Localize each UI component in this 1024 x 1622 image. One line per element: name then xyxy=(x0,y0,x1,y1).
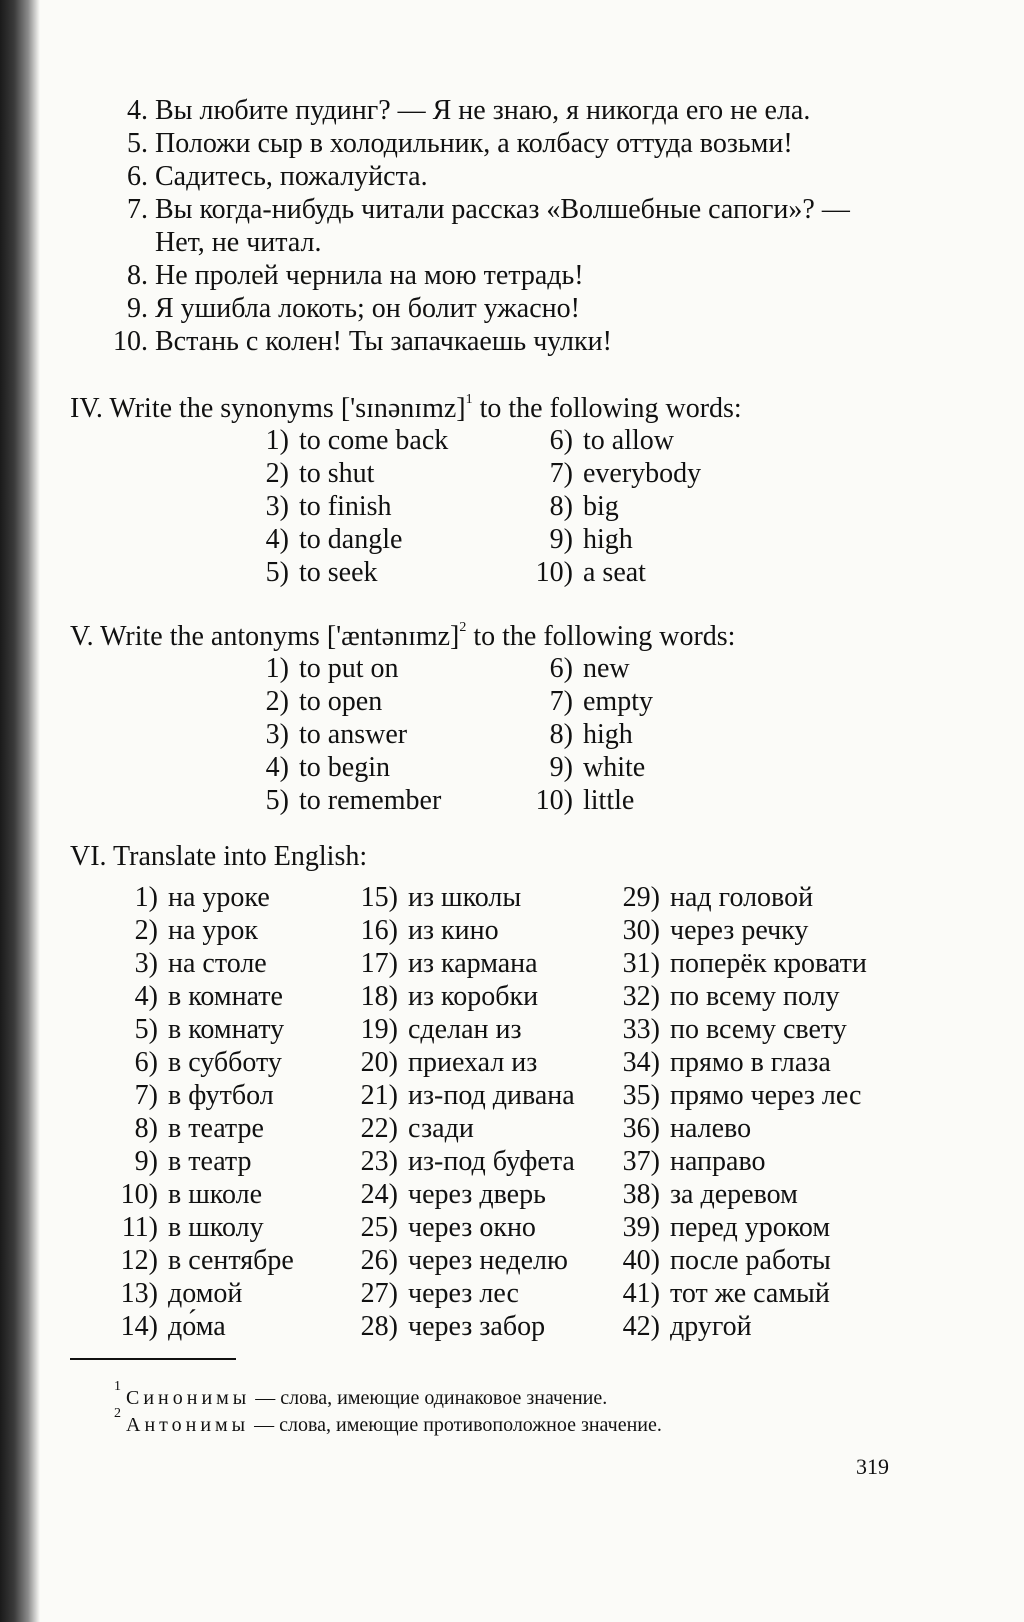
item-number: 8. xyxy=(127,260,148,291)
list-item: 38) за деревом xyxy=(622,1179,798,1210)
item-text: Вы любите пудинг? — Я не знаю, я никогда его не ела. xyxy=(155,95,811,126)
list-item: 16) из кино xyxy=(360,915,499,946)
list-item: 21) из-под дивана xyxy=(360,1080,575,1111)
list-item: 8) в театре xyxy=(134,1113,264,1144)
list-item: 8) high xyxy=(549,719,633,750)
footnote-divider xyxy=(70,1358,236,1360)
item-text: Вы когда-нибудь читали рассказ «Волшебные сапоги»? — xyxy=(155,194,850,225)
list-item: 2) to open xyxy=(265,686,383,717)
list-item: 3) to finish xyxy=(265,491,392,522)
list-item: 4) в комнате xyxy=(134,981,283,1012)
section-5-heading xyxy=(70,611,735,653)
list-item: 42) другой xyxy=(622,1311,752,1342)
list-item: 5) в комнату xyxy=(134,1014,285,1045)
translate-col-1 xyxy=(116,881,294,1343)
footnote-text: — слова, имеющие одинаковое значение. xyxy=(250,1387,608,1409)
antonyms-col-1 xyxy=(255,652,441,817)
translate-col-2 xyxy=(352,881,575,1343)
page-number: 319 xyxy=(856,1454,889,1479)
item-number: 5. xyxy=(127,128,148,159)
list-item: 13) домой xyxy=(120,1278,243,1309)
list-item: 9) в театр xyxy=(134,1146,252,1177)
list-item: 34) прямо в глаза xyxy=(622,1047,831,1078)
list-item: 35) прямо через лес xyxy=(622,1080,862,1111)
list-item: 4) to begin xyxy=(265,752,390,783)
item-number: 10. xyxy=(113,326,148,357)
list-item: 32) по всему полу xyxy=(622,981,840,1012)
ex3-item-7-continued xyxy=(114,226,321,259)
heading-text: V. Write the antonyms ['æntənɪmz] xyxy=(70,621,460,652)
list-item: 37) направо xyxy=(622,1146,766,1177)
list-item: 9) white xyxy=(549,752,646,783)
list-item: 33) по всему свету xyxy=(622,1014,847,1045)
list-item: 2) на урок xyxy=(134,915,259,946)
synonyms-col-1 xyxy=(255,424,448,589)
list-item: 1) на уроке xyxy=(134,882,270,913)
footnote-ref-1: 1 xyxy=(465,392,473,407)
list-item: 7) в футбол xyxy=(134,1080,274,1111)
list-item: 10) little xyxy=(535,785,635,816)
list-item: 17) из кармана xyxy=(360,948,538,979)
section-4-heading xyxy=(70,383,742,425)
ex3-item-10 xyxy=(104,325,612,358)
list-item: 20) приехал из xyxy=(360,1047,538,1078)
section-6-heading: VI. Translate into English: xyxy=(70,841,368,872)
item-text: Садитесь, пожалуйста. xyxy=(155,161,428,192)
list-item: 9) high xyxy=(549,524,633,555)
item-text: Нет, не читал. xyxy=(155,227,322,258)
footnote-term: Синонимы xyxy=(126,1387,251,1409)
list-item: 6) to allow xyxy=(549,425,674,456)
list-item: 31) поперёк кровати xyxy=(622,948,867,979)
list-item: 8) big xyxy=(549,491,619,522)
list-item: 25) через окно xyxy=(360,1212,536,1243)
list-item: 28) через забор xyxy=(360,1311,546,1342)
list-item: 2) to shut xyxy=(265,458,375,489)
item-text: Я ушибла локоть; он болит ужасно! xyxy=(155,293,580,324)
list-item: 12) в сентябре xyxy=(120,1245,294,1276)
list-item: 6) в субботу xyxy=(134,1047,282,1078)
list-item: 26) через неделю xyxy=(360,1245,568,1276)
list-item: 3) на столе xyxy=(134,948,267,979)
footnote-ref-2: 2 xyxy=(459,620,467,635)
footnote-mark: 1 xyxy=(114,1379,121,1394)
list-item: 27) через лес xyxy=(360,1278,519,1309)
item-text: Не пролей чернила на мою тетрадь! xyxy=(155,260,584,291)
footnote-2 xyxy=(114,1401,662,1438)
list-item: 39) перед уроком xyxy=(622,1212,831,1243)
item-text: Встань с колен! Ты запачкаешь чулки! xyxy=(155,326,612,357)
list-item: 11) в школу xyxy=(121,1212,264,1243)
item-number: 4. xyxy=(127,95,148,126)
item-number: 7. xyxy=(127,194,148,225)
list-item: 22) сзади xyxy=(360,1113,474,1144)
list-item: 7) empty xyxy=(549,686,653,717)
ex3-item-9 xyxy=(114,292,580,325)
list-item: 14) до́ма xyxy=(120,1311,226,1342)
item-number: 6. xyxy=(127,161,148,192)
list-item: 5) to remember xyxy=(265,785,442,816)
list-item: 23) из-под буфета xyxy=(360,1146,575,1177)
list-item: 36) налево xyxy=(622,1113,752,1144)
list-item: 29) над головой xyxy=(622,882,814,913)
synonyms-col-2 xyxy=(525,424,701,589)
list-item: 10) в школе xyxy=(120,1179,262,1210)
item-text: Положи сыр в холодильник, а колбасу оттуда возьми! xyxy=(155,128,793,159)
book-spine-shadow xyxy=(0,0,40,1622)
list-item: 10) a seat xyxy=(535,557,646,588)
footnote-mark: 2 xyxy=(114,1406,121,1421)
list-item: 5) to seek xyxy=(265,557,378,588)
item-number: 9. xyxy=(127,293,148,324)
ex3-item-6 xyxy=(114,160,428,193)
list-item: 30) через речку xyxy=(622,915,809,946)
list-item: 4) to dangle xyxy=(265,524,403,555)
list-item: 7) everybody xyxy=(549,458,702,489)
list-item: 24) через дверь xyxy=(360,1179,546,1210)
ex3-item-4 xyxy=(114,94,810,127)
list-item: 15) из школы xyxy=(360,882,522,913)
list-item: 1) to come back xyxy=(265,425,449,456)
heading-text: IV. Write the synonyms ['sɪnənɪmz] xyxy=(70,393,466,424)
footnote-term: Антонимы xyxy=(126,1414,250,1436)
list-item: 40) после работы xyxy=(622,1245,831,1276)
list-item: 18) из коробки xyxy=(360,981,539,1012)
list-item: 1) to put on xyxy=(265,653,399,684)
footnote-text: — слова, имеющие противоположное значение. xyxy=(249,1414,662,1436)
list-item: 19) сделан из xyxy=(360,1014,522,1045)
antonyms-col-2 xyxy=(525,652,653,817)
heading-text-end: to the following words: xyxy=(472,393,742,424)
ex3-item-5 xyxy=(114,127,793,160)
list-item: 3) to answer xyxy=(265,719,408,750)
translate-col-3 xyxy=(614,881,867,1343)
heading-text-end: to the following words: xyxy=(466,621,736,652)
list-item: 6) new xyxy=(549,653,630,684)
ex3-item-8 xyxy=(114,259,584,292)
list-item: 41) тот же самый xyxy=(622,1278,830,1309)
ex3-item-7 xyxy=(114,193,850,226)
